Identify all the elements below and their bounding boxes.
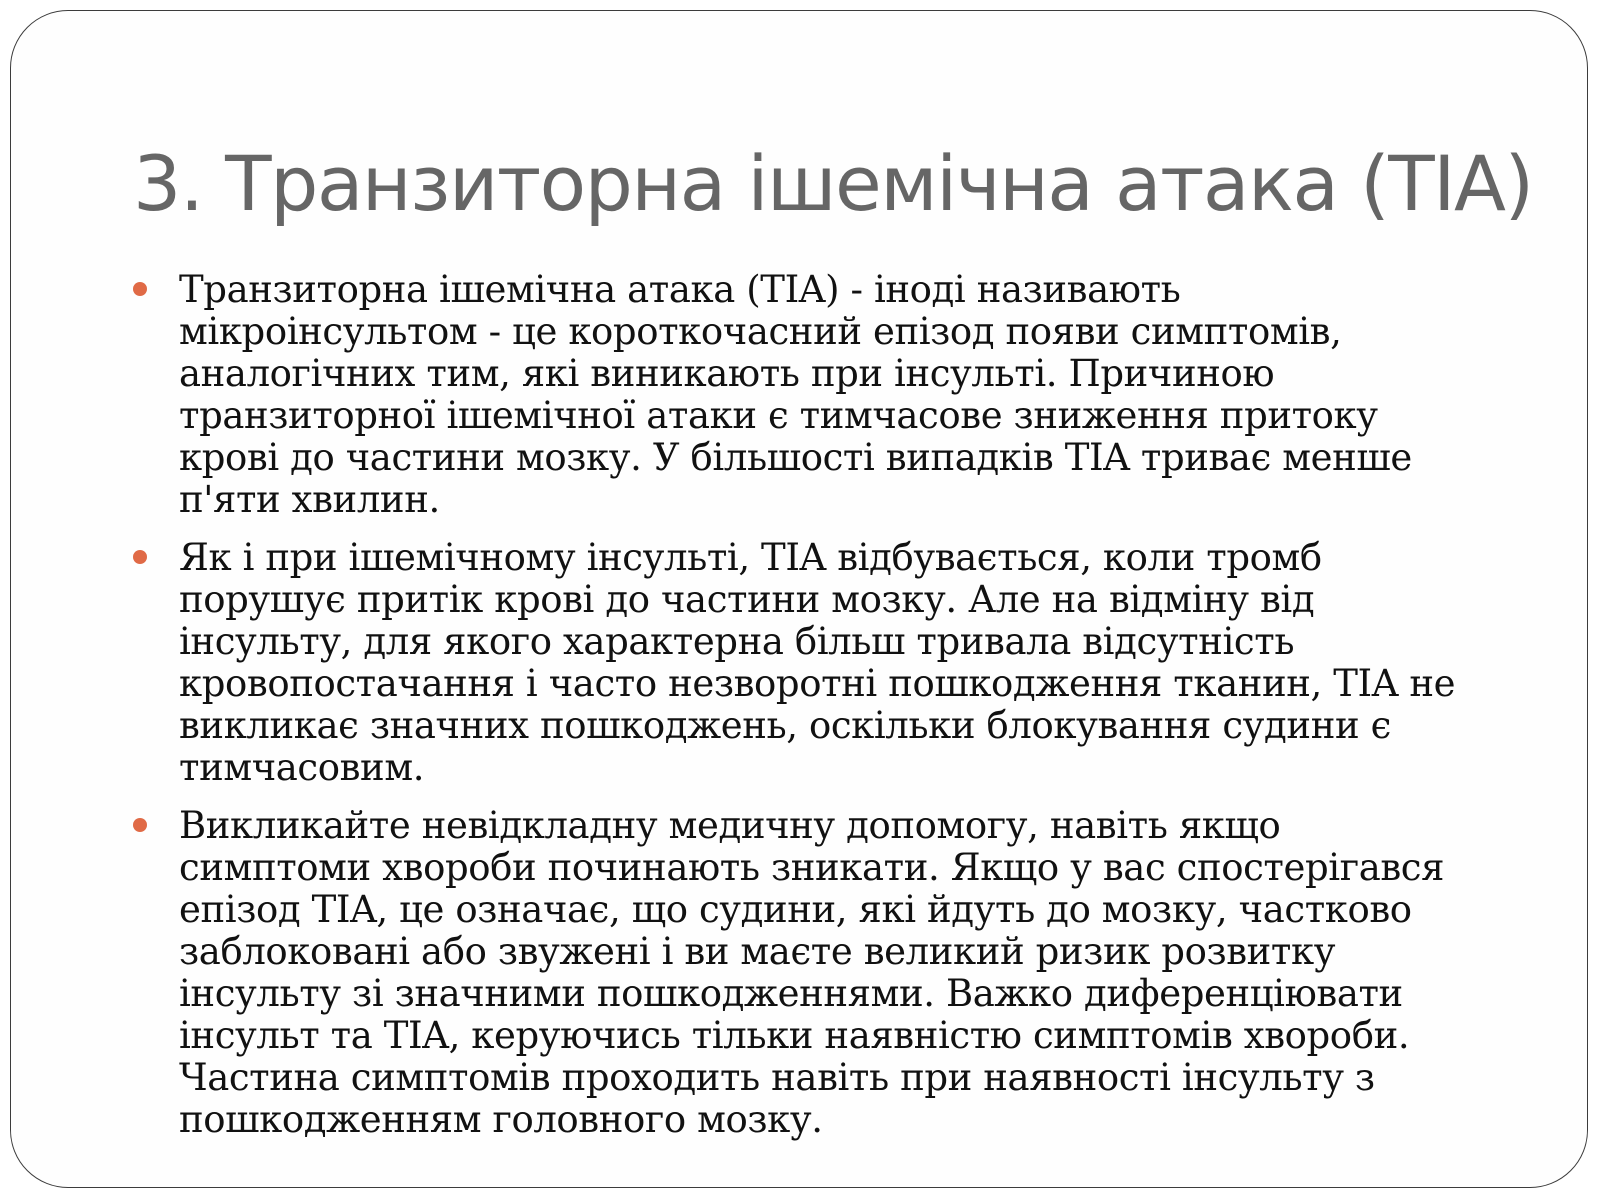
bullet-item [179, 269, 1551, 521]
bullet-dot-icon [133, 282, 147, 296]
bullet-item [179, 537, 1551, 789]
bullet-text: Викликайте невідкладну медичну допомогу, навіть якщо симптоми хвороби починають зникати. Якщо у вас спостерігався епізод TIA, це означає, що судини, які йдуть до мозку, частково заблоковані або звужені і ви маєте великий ризик розвитку інсульту зі значними пошкодженнями. Важко диференціювати інсульт та TIA, керуючись тільки наявністю симптомів хвороби. Частина симптомів проходить навіть при наявності інсульту з пошкодженням головного мозку. [179, 804, 1445, 1141]
bullet-text: Транзиторна ішемічна атака (TIA) - іноді називають мікроінсультом - це короткочасний епізод появи симптомів, аналогічних тим, які виникають при інсульті. Причиною транзиторної ішемічної атаки є тимчасове зниження притоку крові до частини мозку. У більшості випадків TIA триває менше п'яти хвилин. [179, 268, 1412, 521]
bullet-list [179, 269, 1551, 1157]
bullet-dot-icon [133, 818, 147, 832]
bullet-dot-icon [133, 550, 147, 564]
bullet-item [179, 805, 1551, 1141]
bullet-text: Як і при ішемічному інсульті, TIA відбувається, коли тромб порушує притік крові до частини мозку. Але на відміну від інсульту, для якого характерна більш тривала відсутність кровопостачання і часто незворотні пошкодження тканин, TIA не викликає значних пошкоджень, оскільки блокування судини є тимчасовим. [179, 536, 1456, 789]
slide-frame [10, 10, 1588, 1188]
slide-title: 3. Транзиторна ішемічна атака (TIA) [133, 139, 1533, 228]
